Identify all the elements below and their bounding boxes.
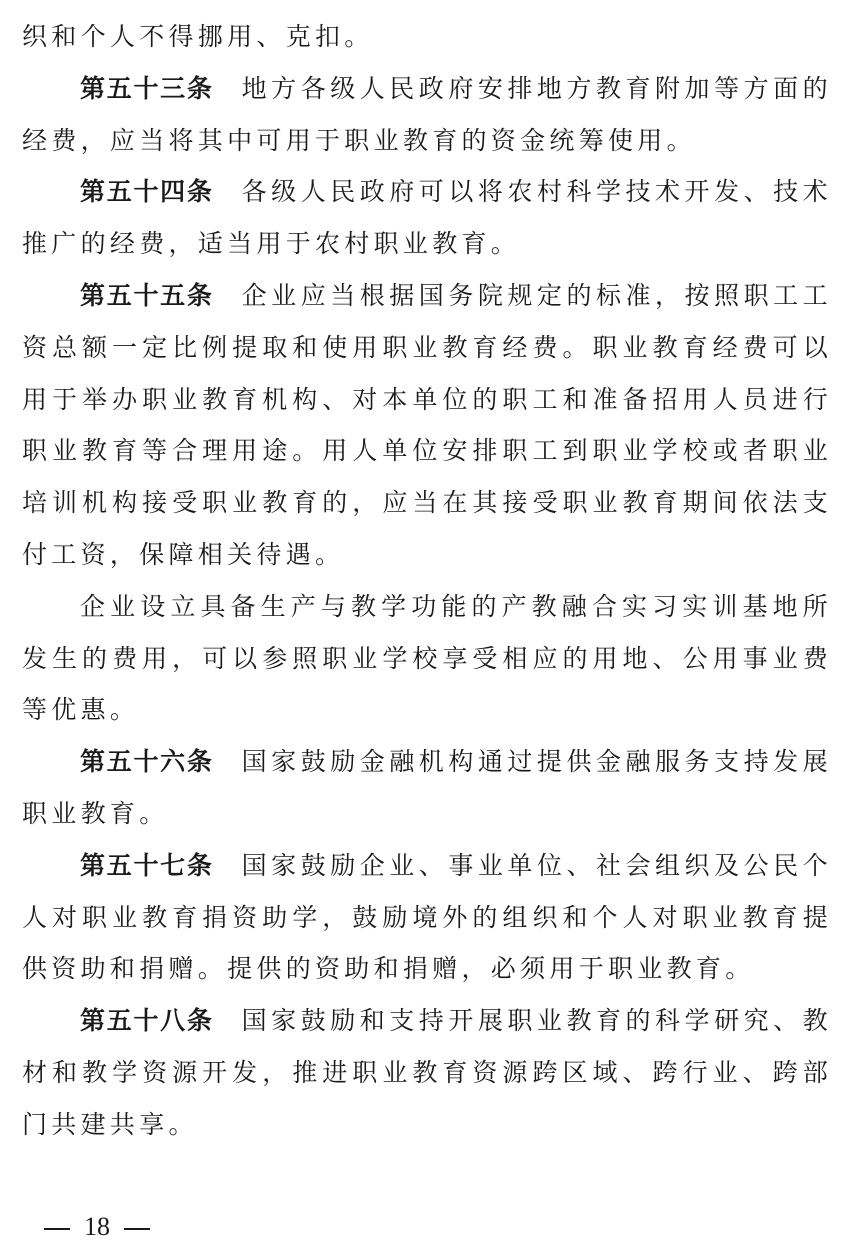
dash-left	[44, 1228, 70, 1230]
article-53	[22, 63, 832, 167]
paragraph-continuation	[22, 11, 832, 63]
paragraph-text: 国家鼓励和支持开展职业教育的科学研究、教材和教学资源开发，推进职业教育资源跨区域、跨行业、跨部门共建共享。	[22, 1006, 832, 1139]
dash-right	[124, 1228, 150, 1230]
article-56	[22, 736, 832, 840]
paragraph-text: 企业应当根据国务院规定的标准，按照职工工资总额一定比例提取和使用职业教育经费。职业教育经费可以用于举办职业教育机构、对本单位的职工和准备招用人员进行职业教育等合理用途。用人单位安排职工到职业学校或者职业培训机构接受职业教育的，应当在其接受职业教育期间依法支付工资，保障相关待遇。	[22, 280, 832, 569]
paragraph-text: 各级人民政府可以将农村科学技术开发、技术推广的经费，适当用于农村职业教育。	[22, 177, 832, 259]
article-number: 第五十三条	[80, 73, 214, 103]
article-number: 第五十六条	[80, 747, 214, 777]
article-55	[22, 270, 832, 581]
article-number: 第五十四条	[80, 177, 214, 207]
paragraph-text: 国家鼓励企业、事业单位、社会组织及公民个人对职业教育捐资助学，鼓励境外的组织和个人对职业教育提供资助和捐赠。提供的资助和捐赠，必须用于职业教育。	[22, 850, 832, 984]
page-number	[30, 1212, 164, 1242]
article-55-paragraph-2	[22, 581, 832, 736]
article-57	[22, 840, 832, 995]
paragraph-text: 地方各级人民政府安排地方教育附加等方面的经费，应当将其中可用于职业教育的资金统筹使用。	[22, 73, 832, 155]
article-number: 第五十七条	[80, 850, 214, 880]
article-number: 第五十五条	[80, 280, 214, 310]
paragraph-text: 企业设立具备生产与教学功能的产教融合实习实训基地所发生的费用，可以参照职业学校享受相应的用地、公用事业费等优惠。	[22, 591, 832, 725]
paragraph-text: 织和个人不得挪用、克扣。	[22, 22, 374, 51]
article-58	[22, 995, 832, 1150]
document-page	[22, 11, 832, 1151]
article-54	[22, 166, 832, 270]
page-number-value: 18	[84, 1212, 110, 1241]
article-number: 第五十八条	[80, 1006, 214, 1036]
paragraph-text: 国家鼓励金融机构通过提供金融服务支持发展职业教育。	[22, 747, 832, 828]
